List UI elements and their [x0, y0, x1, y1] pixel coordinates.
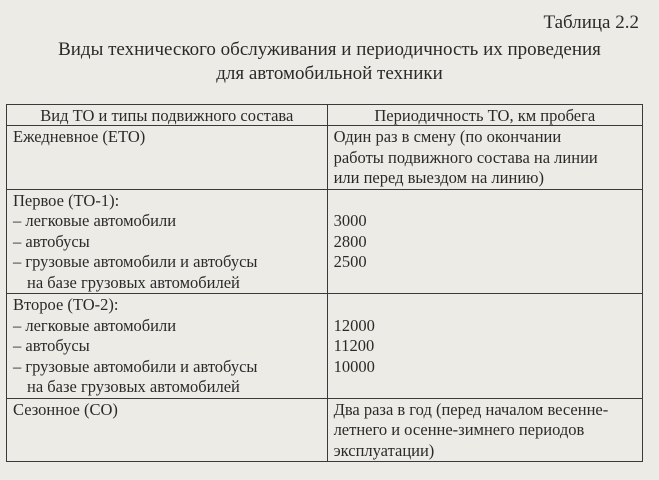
type-cell [7, 294, 328, 399]
table-title-line-1: Виды технического обслуживания и периодичность их проведения [58, 39, 601, 60]
period-text-line: Один раз в смену (по окончании [333, 127, 562, 146]
period-value: 3000 [333, 211, 367, 230]
column-header-period: Периодичность ТО, км пробега [327, 105, 642, 126]
period-text-line: Два раза в год (перед началом весенне- [333, 399, 609, 419]
vehicle-type-item: – грузовые автомобили и автобусы [13, 356, 258, 376]
type-cell [7, 189, 328, 294]
type-label: Сезонное (СО) [13, 399, 118, 419]
period-value: 10000 [333, 356, 375, 376]
table-title [0, 38, 659, 86]
vehicle-type-item: – грузовые автомобили и автобусы [13, 252, 258, 271]
type-title: Второе (ТО-2): [13, 295, 119, 314]
period-value: 12000 [333, 315, 375, 335]
vehicle-type-item: – легковые автомобили [13, 211, 177, 230]
table-row [7, 126, 643, 190]
vehicle-type-item-continuation: на базе грузовых автомобилей [27, 272, 240, 292]
table-row [7, 189, 643, 294]
table-header-row [7, 105, 643, 126]
period-value: 2800 [333, 231, 367, 251]
period-value: 11200 [333, 336, 375, 355]
period-value: 2500 [333, 252, 367, 271]
table-caption: Таблица 2.2 [543, 12, 639, 33]
type-label: Ежедневное (ЕТО) [13, 127, 146, 146]
period-text-line: эксплуатации) [333, 440, 435, 460]
maintenance-table [6, 104, 643, 462]
period-cell [327, 189, 642, 294]
vehicle-type-item: – автобусы [13, 336, 90, 355]
table-row [7, 398, 643, 462]
vehicle-type-item: – автобусы [13, 231, 90, 251]
period-cell [327, 398, 642, 462]
table-row [7, 294, 643, 399]
vehicle-type-item: – легковые автомобили [13, 315, 177, 335]
vehicle-type-item-continuation: на базе грузовых автомобилей [27, 377, 240, 396]
period-cell [327, 294, 642, 399]
period-cell [327, 126, 642, 190]
period-text-line: или перед выездом на линию) [333, 168, 544, 187]
type-title: Первое (ТО-1): [13, 190, 120, 210]
period-text-line: летнего и осенне-зимнего периодов [333, 420, 585, 439]
table-title-line-2: для автомобильной техники [216, 63, 443, 84]
type-cell [7, 126, 328, 190]
type-cell [7, 398, 328, 462]
period-text-line: работы подвижного состава на линии [333, 147, 598, 167]
column-header-type: Вид ТО и типы подвижного состава [7, 105, 328, 126]
